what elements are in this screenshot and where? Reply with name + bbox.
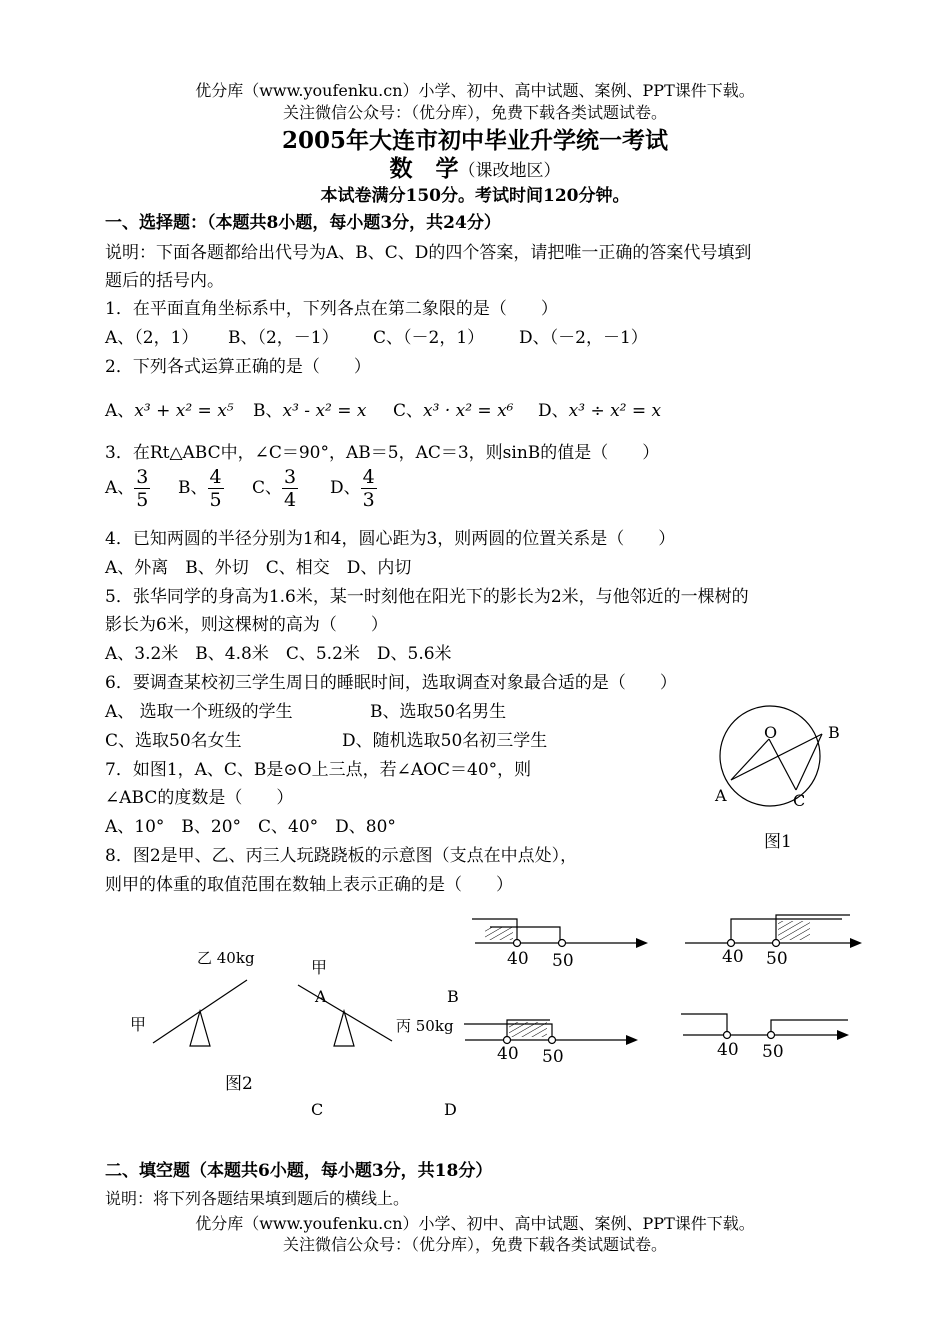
- line-d-tick-40: 40: [717, 1040, 739, 1060]
- option-d-label: D: [444, 1100, 457, 1119]
- section1-note-line1: 说明：下面各题都给出代号为A、B、C、D的四个答案，请把唯一正确的答案代号填到: [105, 243, 752, 263]
- q3-option-c: [252, 466, 298, 511]
- q3-d-label: D、: [330, 478, 361, 498]
- q1-option-c: C、（－2，1）: [373, 328, 485, 348]
- subject-line: [0, 150, 950, 183]
- section2-heading: 二、填空题（本题共6小题，每小题3分，共18分）: [105, 1161, 493, 1181]
- q3-option-d: [330, 466, 377, 511]
- segment-oc: [769, 739, 796, 790]
- section1-note-line2: 题后的括号内。: [105, 271, 224, 291]
- q6-option-b: B、选取50名男生: [370, 702, 507, 722]
- q3-d-fraction: [361, 466, 377, 511]
- q2-option-b: [253, 396, 367, 421]
- number-line-b: [685, 915, 862, 969]
- q7-options: A、10° B、20° C、40° D、80°: [105, 817, 396, 837]
- q1-stem: 1．在平面直角坐标系中，下列各点在第二象限的是（ ）: [105, 299, 558, 319]
- line-a-tick-50: 50: [552, 951, 574, 971]
- q3-b-label: B、: [178, 478, 208, 498]
- seesaw1-yi-label: 乙 40kg: [197, 949, 255, 967]
- seesaw2-bing-label: 丙 50kg: [396, 1017, 454, 1035]
- q2-b-expr: x³ - x² = x: [282, 401, 367, 421]
- q7-stem-line2: ∠ABC的度数是（ ）: [105, 788, 294, 808]
- line-c-tick-40: 40: [497, 1044, 519, 1064]
- q1-option-a: A、（2，1）: [105, 328, 199, 348]
- q5-options: A、3.2米 B、4.8米 C、5.2米 D、5.6米: [105, 644, 452, 664]
- q3-c-label: C、: [252, 478, 283, 498]
- seesaw2-jia-label: 甲: [311, 958, 328, 977]
- q3-stem: 3．在Rt△ABC中，∠C＝90°，AB＝5，AC＝3，则sinB的值是（ ）: [105, 443, 660, 463]
- number-line-c: [464, 1020, 638, 1067]
- q3-c-num: 3: [284, 466, 297, 488]
- q1-option-b: B、（2，－1）: [228, 328, 339, 348]
- number-line-a: [472, 919, 648, 971]
- q6-option-d: D、随机选取50名初三学生: [342, 731, 548, 751]
- q3-option-b: [178, 466, 224, 511]
- q6-stem: 6．要调查某校初三学生周日的睡眠时间，选取调查对象最合适的是（ ）: [105, 673, 677, 693]
- section2-note: 说明：将下列各题结果填到题后的横线上。: [105, 1189, 410, 1208]
- q7-stem-line1: 7．如图1，A、C、B是⊙O上三点，若∠AOC＝40°，则: [105, 760, 532, 780]
- q2-d-expr: x³ ÷ x² = x: [568, 401, 662, 421]
- label-b: B: [828, 723, 840, 742]
- figure2-diagram: [100, 905, 880, 1125]
- label-c: C: [793, 791, 806, 810]
- section1-heading: 一、选择题：（本题共8小题，每小题3分，共24分）: [105, 213, 501, 233]
- q8-stem-line2: 则甲的体重的取值范围在数轴上表示正确的是（ ）: [105, 875, 513, 895]
- option-c-label: C: [311, 1100, 324, 1119]
- q2-option-d: [538, 396, 661, 421]
- q3-c-fraction: [282, 466, 298, 511]
- figure1-caption: 图1: [764, 832, 792, 852]
- exam-title: 2005年大连市初中毕业升学统一考试: [281, 127, 668, 154]
- q3-b-fraction: [208, 466, 224, 511]
- footer-line-1: 优分库（www.youfenku.cn）小学、初中、高中试题、案例、PPT课件下载。: [195, 1214, 755, 1233]
- q3-c-den: 4: [284, 489, 297, 511]
- q6-option-a: A、 选取一个班级的学生: [105, 702, 293, 722]
- line-b-tick-40: 40: [722, 947, 744, 967]
- option-a-label: A: [315, 987, 327, 1006]
- header-line-2: 关注微信公众号：（优分库），免费下载各类试题试卷。: [282, 103, 667, 122]
- label-o: O: [764, 723, 778, 742]
- q4-options: A、外离 B、外切 C、相交 D、内切: [105, 558, 412, 578]
- q2-a-expr: x³ + x² = x⁵: [134, 401, 234, 421]
- q3-option-a: [105, 466, 150, 511]
- subject-region: （课改地区）: [458, 161, 561, 181]
- q5-stem-line1: 5．张华同学的身高为1.6米，某一时刻他在阳光下的影长为2米，与他邻近的一棵树的: [105, 587, 749, 607]
- q2-option-a: [105, 396, 234, 421]
- q3-b-den: 5: [209, 489, 222, 511]
- q3-b-num: 4: [209, 466, 222, 488]
- q3-a-den: 5: [136, 489, 149, 511]
- figure2-caption: 图2: [225, 1074, 253, 1094]
- footer-line-2: 关注微信公众号：（优分库），免费下载各类试题试卷。: [282, 1235, 667, 1254]
- line-d-tick-50: 50: [762, 1042, 784, 1062]
- header-line-1: 优分库（www.youfenku.cn）小学、初中、高中试题、案例、PPT课件下载。: [195, 81, 755, 100]
- q3-a-num: 3: [136, 466, 149, 488]
- q2-c-expr: x³ · x² = x⁶: [423, 401, 514, 421]
- q2-b-label: B、: [253, 401, 283, 421]
- q2-c-label: C、: [393, 401, 424, 421]
- number-line-d: [681, 1014, 849, 1062]
- q3-a-fraction: [134, 466, 150, 511]
- q6-option-c: C、选取50名女生: [105, 731, 242, 751]
- q4-stem: 4．已知两圆的半径分别为1和4，圆心距为3，则两圆的位置关系是（ ）: [105, 529, 676, 549]
- figure1-circle-diagram: [700, 690, 860, 860]
- exam-info: 本试卷满分150分。考试时间120分钟。: [320, 186, 630, 206]
- segment-cb: [796, 734, 822, 790]
- q3-d-den: 3: [362, 489, 375, 511]
- q2-d-label: D、: [538, 401, 569, 421]
- q8-stem-line1: 8．图2是甲、乙、丙三人玩跷跷板的示意图（支点在中点处），: [105, 846, 578, 866]
- label-a: A: [715, 786, 727, 805]
- line-a-tick-40: 40: [507, 949, 529, 969]
- q2-a-label: A、: [105, 401, 135, 421]
- line-b-tick-50: 50: [766, 949, 788, 969]
- q2-option-c: [393, 396, 514, 421]
- line-c-tick-50: 50: [542, 1047, 564, 1067]
- q3-d-num: 4: [362, 466, 375, 488]
- seesaw1-jia-label: 甲: [130, 1015, 147, 1034]
- subject-title: 数 学: [389, 155, 459, 182]
- option-b-label: B: [447, 987, 459, 1006]
- q1-option-d: D、（－2，－1）: [519, 328, 648, 348]
- q2-stem: 2．下列各式运算正确的是（ ）: [105, 357, 371, 377]
- q5-stem-line2: 影长为6米，则这棵树的高为（ ）: [105, 615, 388, 635]
- segment-oa: [731, 739, 769, 780]
- q3-a-label: A、: [105, 478, 135, 498]
